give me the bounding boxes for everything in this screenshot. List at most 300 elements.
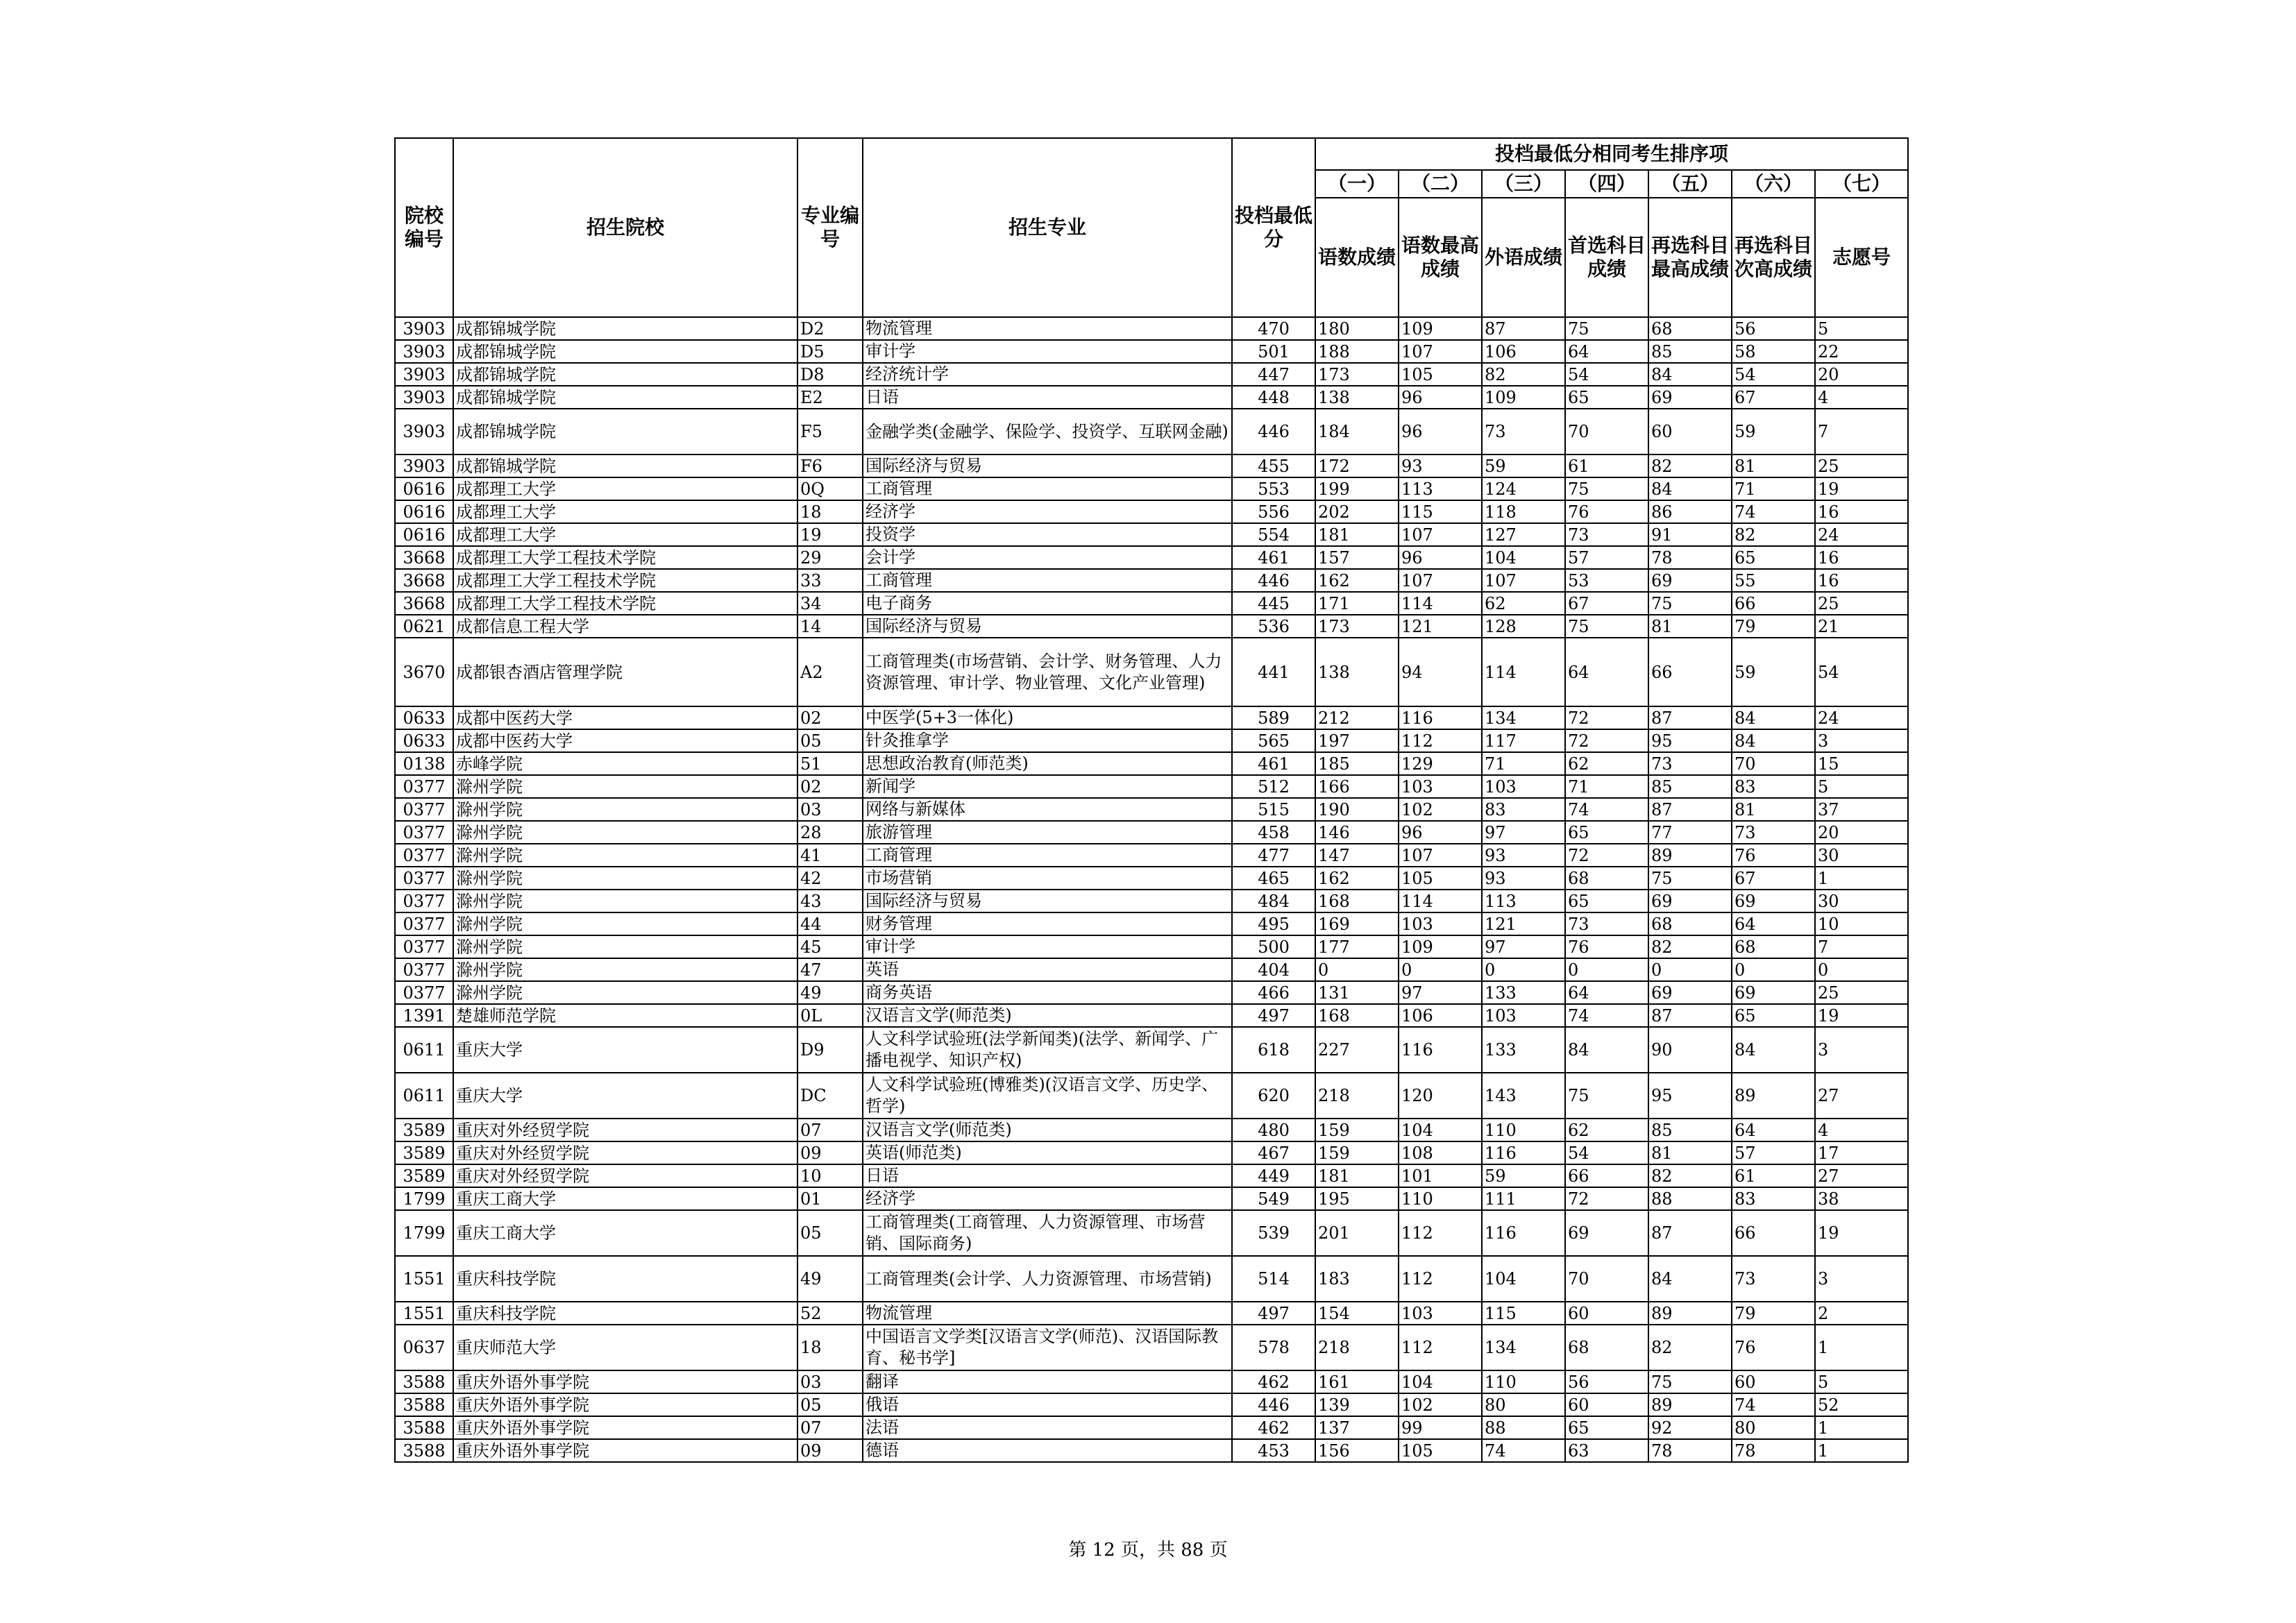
sort-item-cell: 197 [1315,729,1399,752]
sort-item-cell: 93 [1482,867,1565,890]
sort-item-cell: 87 [1648,1210,1732,1256]
sort-item-cell: 75 [1648,1370,1732,1393]
sort-item-cell: 74 [1565,798,1648,821]
sort-item-cell: 218 [1315,1073,1399,1119]
sort-item-cell: 84 [1565,1027,1648,1073]
major-code-cell: 45 [797,935,863,958]
sort-item-cell: 22 [1815,340,1908,363]
sort-item-cell: 166 [1315,775,1399,798]
sort-item-cell: 25 [1815,454,1908,477]
school-name-cell: 重庆对外经贸学院 [453,1141,797,1164]
sort-item-cell: 116 [1482,1141,1565,1164]
sort-item-cell: 118 [1482,500,1565,523]
sort-item-cell: 159 [1315,1141,1399,1164]
school-name-cell: 重庆工商大学 [453,1210,797,1256]
major-code-cell: 28 [797,821,863,844]
sort-item-cell: 212 [1315,706,1399,729]
sort-item-cell: 173 [1315,363,1399,386]
min-score-cell: 462 [1232,1416,1315,1439]
sort-item-cell: 133 [1482,1027,1565,1073]
sort-item-cell: 110 [1482,1119,1565,1141]
sort-item-cell: 116 [1399,1027,1482,1073]
table-header [395,138,1908,317]
sort-item-cell: 85 [1648,340,1732,363]
major-name-cell: 物流管理 [863,1302,1232,1325]
header-sub-label: 语数最高成绩 [1399,198,1482,317]
sort-item-cell: 102 [1399,798,1482,821]
sort-item-cell: 133 [1482,981,1565,1004]
school-name-cell: 成都中医药大学 [453,706,797,729]
table-row [395,981,1908,1004]
sort-item-cell: 82 [1648,1325,1732,1370]
min-score-cell: 618 [1232,1027,1315,1073]
sort-item-cell: 114 [1399,890,1482,912]
school-name-cell: 成都锦城学院 [453,409,797,454]
sort-item-cell: 113 [1482,890,1565,912]
sort-item-cell: 103 [1482,1004,1565,1027]
school-name-cell: 重庆科技学院 [453,1302,797,1325]
major-code-cell: 02 [797,706,863,729]
sort-item-cell: 80 [1732,1416,1815,1439]
sort-item-cell: 64 [1732,1119,1815,1141]
school-code-cell: 0377 [395,890,453,912]
sort-item-cell: 56 [1565,1370,1648,1393]
sort-item-cell: 57 [1565,546,1648,569]
major-name-cell: 人文科学试验班(法学新闻类)(法学、新闻学、广播电视学、知识产权) [863,1027,1232,1073]
sort-item-cell: 72 [1565,844,1648,867]
major-name-cell: 中医学(5+3一体化) [863,706,1232,729]
school-name-cell: 滁州学院 [453,958,797,981]
major-name-cell: 翻译 [863,1370,1232,1393]
school-code-cell: 3903 [395,409,453,454]
table-row [395,752,1908,775]
sort-item-cell: 121 [1399,615,1482,638]
sort-item-cell: 71 [1482,752,1565,775]
sort-item-cell: 65 [1565,386,1648,409]
school-code-cell: 3588 [395,1416,453,1439]
major-name-cell: 工商管理类(工商管理、人力资源管理、市场营销、国际商务) [863,1210,1232,1256]
sort-item-cell: 76 [1565,935,1648,958]
sort-item-cell: 24 [1815,706,1908,729]
sort-item-cell: 60 [1648,409,1732,454]
major-name-cell: 市场营销 [863,867,1232,890]
sort-item-cell: 61 [1732,1164,1815,1187]
sort-item-cell: 109 [1399,935,1482,958]
sort-item-cell: 84 [1648,1256,1732,1302]
sort-item-cell: 55 [1732,569,1815,592]
table-row [395,1187,1908,1210]
table-row [395,592,1908,615]
sort-item-cell: 81 [1732,798,1815,821]
table-row [395,386,1908,409]
major-name-cell: 德语 [863,1439,1232,1462]
sort-item-cell: 16 [1815,569,1908,592]
school-name-cell: 成都锦城学院 [453,317,797,340]
sort-item-cell: 96 [1399,821,1482,844]
sort-item-cell: 84 [1732,706,1815,729]
min-score-cell: 477 [1232,844,1315,867]
major-name-cell: 国际经济与贸易 [863,890,1232,912]
table-row [395,546,1908,569]
sort-item-cell: 1 [1815,1416,1908,1439]
school-code-cell: 0611 [395,1027,453,1073]
sort-item-cell: 0 [1482,958,1565,981]
sort-item-cell: 72 [1565,1187,1648,1210]
min-score-cell: 470 [1232,317,1315,340]
header-sub-num: （七） [1815,170,1908,198]
table-row [395,638,1908,706]
score-table [394,137,1909,1463]
school-name-cell: 滁州学院 [453,867,797,890]
major-name-cell: 工商管理类(会计学、人力资源管理、市场营销) [863,1256,1232,1302]
sort-item-cell: 64 [1565,981,1648,1004]
sort-item-cell: 74 [1482,1439,1565,1462]
sort-item-cell: 169 [1315,912,1399,935]
table-row [395,1119,1908,1141]
major-name-cell: 日语 [863,386,1232,409]
sort-item-cell: 0 [1315,958,1399,981]
sort-item-cell: 93 [1482,844,1565,867]
major-code-cell: D9 [797,1027,863,1073]
school-code-cell: 0138 [395,752,453,775]
major-code-cell: 19 [797,523,863,546]
table-row [395,775,1908,798]
school-code-cell: 3903 [395,363,453,386]
sort-item-cell: 70 [1732,752,1815,775]
sort-item-cell: 38 [1815,1187,1908,1210]
school-code-cell: 0377 [395,935,453,958]
major-name-cell: 投资学 [863,523,1232,546]
major-code-cell: 51 [797,752,863,775]
sort-item-cell: 105 [1399,867,1482,890]
sort-item-cell: 3 [1815,1027,1908,1073]
major-code-cell: D8 [797,363,863,386]
sort-item-cell: 127 [1482,523,1565,546]
school-name-cell: 重庆对外经贸学院 [453,1164,797,1187]
sort-item-cell: 67 [1732,386,1815,409]
sort-item-cell: 73 [1565,912,1648,935]
table-row [395,821,1908,844]
sort-item-cell: 59 [1482,1164,1565,1187]
sort-item-cell: 73 [1482,409,1565,454]
sort-item-cell: 94 [1399,638,1482,706]
school-name-cell: 重庆外语外事学院 [453,1393,797,1416]
sort-item-cell: 77 [1648,821,1732,844]
sort-item-cell: 107 [1399,523,1482,546]
major-code-cell: 05 [797,1210,863,1256]
sort-item-cell: 59 [1732,409,1815,454]
table-row [395,1325,1908,1370]
sort-item-cell: 168 [1315,1004,1399,1027]
sort-item-cell: 107 [1399,340,1482,363]
sort-item-cell: 85 [1648,1119,1732,1141]
sort-item-cell: 185 [1315,752,1399,775]
table-row [395,569,1908,592]
school-code-cell: 0377 [395,798,453,821]
major-name-cell: 物流管理 [863,317,1232,340]
sort-item-cell: 78 [1732,1439,1815,1462]
major-code-cell: 02 [797,775,863,798]
sort-item-cell: 162 [1315,867,1399,890]
sort-item-cell: 69 [1648,890,1732,912]
min-score-cell: 404 [1232,958,1315,981]
table-row [395,1256,1908,1302]
table-row [395,1302,1908,1325]
sort-item-cell: 181 [1315,1164,1399,1187]
sort-item-cell: 161 [1315,1370,1399,1393]
header-sub-num: （一） [1315,170,1399,198]
min-score-cell: 461 [1232,752,1315,775]
sort-item-cell: 7 [1815,409,1908,454]
major-name-cell: 网络与新媒体 [863,798,1232,821]
school-name-cell: 重庆大学 [453,1073,797,1119]
table-row [395,935,1908,958]
sort-item-cell: 103 [1399,1302,1482,1325]
sort-item-cell: 134 [1482,1325,1565,1370]
school-code-cell: 3668 [395,569,453,592]
header-sub-num: （四） [1565,170,1648,198]
sort-item-cell: 76 [1732,1325,1815,1370]
major-name-cell: 电子商务 [863,592,1232,615]
sort-item-cell: 67 [1732,867,1815,890]
sort-item-cell: 82 [1648,935,1732,958]
min-score-cell: 620 [1232,1073,1315,1119]
header-sub-num: （五） [1648,170,1732,198]
major-code-cell: 14 [797,615,863,638]
table-row [395,409,1908,454]
header-min-score: 投档最低分 [1232,138,1315,317]
sort-item-cell: 107 [1399,569,1482,592]
min-score-cell: 467 [1232,1141,1315,1164]
major-name-cell: 中国语言文学类[汉语言文学(师范)、汉语国际教育、秘书学] [863,1325,1232,1370]
sort-item-cell: 27 [1815,1073,1908,1119]
major-code-cell: 47 [797,958,863,981]
major-name-cell: 针灸推拿学 [863,729,1232,752]
sort-item-cell: 75 [1648,867,1732,890]
sort-item-cell: 83 [1482,798,1565,821]
sort-item-cell: 81 [1648,615,1732,638]
school-name-cell: 成都锦城学院 [453,363,797,386]
min-score-cell: 447 [1232,363,1315,386]
table-row [395,1416,1908,1439]
school-code-cell: 3588 [395,1393,453,1416]
sort-item-cell: 62 [1565,1119,1648,1141]
school-name-cell: 成都信息工程大学 [453,615,797,638]
school-code-cell: 0616 [395,523,453,546]
table-row [395,706,1908,729]
major-code-cell: F5 [797,409,863,454]
min-score-cell: 512 [1232,775,1315,798]
sort-item-cell: 20 [1815,363,1908,386]
sort-item-cell: 195 [1315,1187,1399,1210]
school-name-cell: 成都锦城学院 [453,454,797,477]
sort-item-cell: 75 [1565,1073,1648,1119]
sort-item-cell: 16 [1815,500,1908,523]
min-score-cell: 549 [1232,1187,1315,1210]
min-score-cell: 554 [1232,523,1315,546]
major-name-cell: 经济学 [863,500,1232,523]
sort-item-cell: 95 [1648,1073,1732,1119]
school-name-cell: 滁州学院 [453,798,797,821]
min-score-cell: 458 [1232,821,1315,844]
sort-item-cell: 67 [1565,592,1648,615]
sort-item-cell: 69 [1732,890,1815,912]
sort-item-cell: 104 [1482,546,1565,569]
major-name-cell: 金融学类(金融学、保险学、投资学、互联网金融) [863,409,1232,454]
table-row [395,317,1908,340]
major-name-cell: 国际经济与贸易 [863,615,1232,638]
sort-item-cell: 95 [1648,729,1732,752]
school-name-cell: 成都理工大学工程技术学院 [453,592,797,615]
school-code-cell: 1799 [395,1210,453,1256]
sort-item-cell: 56 [1732,317,1815,340]
school-name-cell: 重庆外语外事学院 [453,1439,797,1462]
school-name-cell: 成都理工大学 [453,500,797,523]
sort-item-cell: 30 [1815,890,1908,912]
major-name-cell: 工商管理 [863,844,1232,867]
school-name-cell: 滁州学院 [453,981,797,1004]
sort-item-cell: 79 [1732,1302,1815,1325]
sort-item-cell: 2 [1815,1302,1908,1325]
table-row [395,1141,1908,1164]
sort-item-cell: 19 [1815,1004,1908,1027]
sort-item-cell: 81 [1732,454,1815,477]
sort-item-cell: 183 [1315,1256,1399,1302]
sort-item-cell: 61 [1565,454,1648,477]
sort-item-cell: 78 [1648,546,1732,569]
school-name-cell: 成都锦城学院 [453,340,797,363]
sort-item-cell: 1 [1815,1325,1908,1370]
sort-item-cell: 202 [1315,500,1399,523]
major-code-cell: D5 [797,340,863,363]
min-score-cell: 514 [1232,1256,1315,1302]
sort-item-cell: 73 [1565,523,1648,546]
sort-item-cell: 64 [1732,912,1815,935]
sort-item-cell: 120 [1399,1073,1482,1119]
sort-item-cell: 199 [1315,477,1399,500]
table-row [395,615,1908,638]
school-code-cell: 1551 [395,1256,453,1302]
sort-item-cell: 73 [1732,1256,1815,1302]
major-code-cell: 10 [797,1164,863,1187]
header-school-code: 院校编号 [395,138,453,317]
major-code-cell: 07 [797,1416,863,1439]
school-name-cell: 重庆工商大学 [453,1187,797,1210]
min-score-cell: 497 [1232,1302,1315,1325]
major-name-cell: 英语(师范类) [863,1141,1232,1164]
sort-item-cell: 104 [1399,1370,1482,1393]
sort-item-cell: 106 [1482,340,1565,363]
min-score-cell: 497 [1232,1004,1315,1027]
min-score-cell: 462 [1232,1370,1315,1393]
sort-item-cell: 102 [1399,1393,1482,1416]
table-row [395,867,1908,890]
sort-item-cell: 115 [1399,500,1482,523]
major-name-cell: 汉语言文学(师范类) [863,1119,1232,1141]
min-score-cell: 589 [1232,706,1315,729]
school-code-cell: 3588 [395,1439,453,1462]
sort-item-cell: 90 [1648,1027,1732,1073]
sort-item-cell: 121 [1482,912,1565,935]
min-score-cell: 465 [1232,867,1315,890]
min-score-cell: 556 [1232,500,1315,523]
sort-item-cell: 97 [1482,935,1565,958]
major-code-cell: 42 [797,867,863,890]
school-code-cell: 0377 [395,912,453,935]
sort-item-cell: 70 [1565,1256,1648,1302]
header-sub-label: 再选科目次高成绩 [1732,198,1815,317]
sort-item-cell: 190 [1315,798,1399,821]
sort-item-cell: 58 [1732,340,1815,363]
major-code-cell: 05 [797,729,863,752]
sort-item-cell: 168 [1315,890,1399,912]
sort-item-cell: 37 [1815,798,1908,821]
header-sub-num: （六） [1732,170,1815,198]
school-name-cell: 成都银杏酒店管理学院 [453,638,797,706]
sort-item-cell: 114 [1399,592,1482,615]
sort-item-cell: 124 [1482,477,1565,500]
header-sub-label: 首选科目成绩 [1565,198,1648,317]
sort-item-cell: 83 [1732,775,1815,798]
sort-item-cell: 76 [1732,844,1815,867]
school-name-cell: 赤峰学院 [453,752,797,775]
major-code-cell: F6 [797,454,863,477]
min-score-cell: 578 [1232,1325,1315,1370]
sort-item-cell: 112 [1399,1210,1482,1256]
major-code-cell: DC [797,1073,863,1119]
sort-item-cell: 16 [1815,546,1908,569]
sort-item-cell: 93 [1399,454,1482,477]
sort-item-cell: 103 [1399,912,1482,935]
sort-item-cell: 128 [1482,615,1565,638]
sort-item-cell: 54 [1565,363,1648,386]
sort-item-cell: 69 [1648,981,1732,1004]
sort-item-cell: 156 [1315,1439,1399,1462]
school-name-cell: 滁州学院 [453,890,797,912]
sort-item-cell: 172 [1315,454,1399,477]
sort-item-cell: 227 [1315,1027,1399,1073]
major-name-cell: 经济统计学 [863,363,1232,386]
sort-item-cell: 62 [1565,752,1648,775]
major-code-cell: 29 [797,546,863,569]
sort-item-cell: 105 [1399,1439,1482,1462]
sort-item-cell: 104 [1482,1256,1565,1302]
major-code-cell: 05 [797,1393,863,1416]
sort-item-cell: 92 [1648,1416,1732,1439]
header-sub-label: 再选科目最高成绩 [1648,198,1732,317]
sort-item-cell: 66 [1565,1164,1648,1187]
sort-item-cell: 69 [1565,1210,1648,1256]
major-name-cell: 工商管理类(市场营销、会计学、财务管理、人力资源管理、审计学、物业管理、文化产业管理) [863,638,1232,706]
major-name-cell: 思想政治教育(师范类) [863,752,1232,775]
sort-item-cell: 137 [1315,1416,1399,1439]
sort-item-cell: 111 [1482,1187,1565,1210]
major-name-cell: 商务英语 [863,981,1232,1004]
school-code-cell: 3588 [395,1370,453,1393]
major-code-cell: 18 [797,1325,863,1370]
sort-item-cell: 97 [1399,981,1482,1004]
min-score-cell: 448 [1232,386,1315,409]
school-code-cell: 0633 [395,729,453,752]
sort-item-cell: 1 [1815,1439,1908,1462]
sort-item-cell: 75 [1565,317,1648,340]
sort-item-cell: 131 [1315,981,1399,1004]
sort-item-cell: 75 [1565,477,1648,500]
sort-item-cell: 74 [1732,1393,1815,1416]
major-name-cell: 国际经济与贸易 [863,454,1232,477]
table-row [395,454,1908,477]
sort-item-cell: 78 [1648,1439,1732,1462]
